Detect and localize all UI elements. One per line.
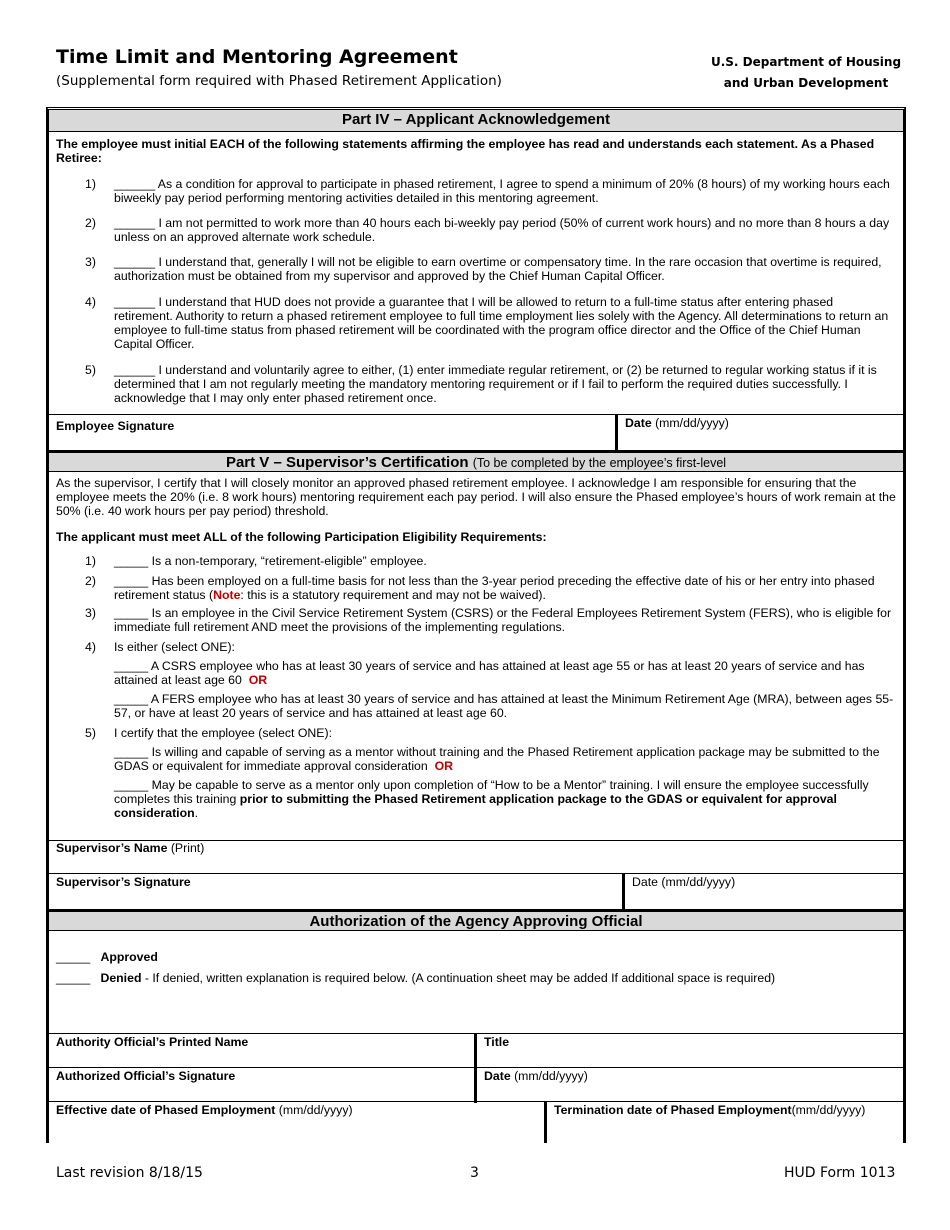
form-title: Time Limit and Mentoring Agreement — [56, 46, 458, 68]
termination-date-format: (mm/dd/yyyy) — [791, 1103, 866, 1117]
effective-date-field[interactable] — [56, 1103, 353, 1117]
divider — [544, 1101, 547, 1143]
date-format: (mm/dd/yyyy) — [655, 416, 729, 430]
item-number: 3) — [85, 606, 96, 620]
form-number: HUD Form 1013 — [784, 1165, 896, 1181]
department-name — [700, 52, 912, 94]
date-format: (mm/dd/yyyy) — [514, 1069, 588, 1083]
denied-explanation: - If denied, written explanation is required below. (A continuation sheet may be added If additional space is required) — [141, 971, 776, 985]
divider — [615, 414, 618, 450]
approved-blank: _____ — [56, 950, 91, 964]
item-number: 5) — [85, 363, 96, 377]
item-text: _____ A FERS employee who has at least 30 years of service and has attained at least the Minimum Retirement Age (MRA), between ages 55-57, or have at least 20 years of service and has attained at least age 60. — [114, 692, 894, 720]
item-text-part: _____ Is willing and capable of serving as a mentor without training and the Phased Retirement application package may be submitted to the GDAS or equivalent for immediate approval consideration — [114, 745, 880, 773]
divider — [49, 1101, 903, 1102]
authorization-title: Authorization of the Agency Approving Official — [309, 913, 643, 930]
item-text-part: . — [194, 806, 199, 820]
requirements-heading: The applicant must meet ALL of the following Participation Eligibility Requirements: — [56, 530, 547, 544]
item-text: Is either (select ONE): — [114, 640, 235, 654]
official-name-field[interactable]: Authority Official’s Printed Name — [56, 1035, 249, 1049]
item-text-part: _____ A CSRS employee who has at least 30 years of service and has attained at least age 55 or has at least 20 years of service and has attained at least age 60 — [114, 659, 865, 687]
item-number: 3) — [85, 255, 96, 269]
item-number: 4) — [85, 640, 96, 654]
divider — [49, 873, 903, 874]
effective-date-label: Effective date of Phased Employment — [56, 1103, 276, 1117]
item-text: ______ I understand and voluntarily agree to either, (1) enter immediate regular retirement, or (2) be returned to regular working status if it is determined that I am not regularly meeting the mandatory mentoring requirement or if I fail to perform the required duties successfully. I acknowledge that I may only enter phased retirement once. — [114, 363, 877, 405]
item-text: ______ I understand that, generally I will not be eligible to earn overtime or compensatory time. In the rare occasion that overtime is required, authorization must be obtained from my supervisor and approved by the Chief Human Capital Officer. — [114, 255, 882, 283]
effective-date-format: (mm/dd/yyyy) — [278, 1103, 353, 1117]
item-number: 4) — [85, 295, 96, 309]
approved-label: Approved — [100, 950, 158, 964]
item-text: _____ Is a non-temporary, “retirement-eligible” employee. — [114, 554, 427, 568]
termination-date-field[interactable] — [554, 1103, 865, 1117]
part4-title: Part IV – Applicant Acknowledgement — [341, 111, 611, 128]
item-text-part: _____ Has been employed on a full-time basis for not less than the 3-year period preceding the effective date of his or her entry into phased retirement status ( — [114, 574, 875, 602]
item-text: ______ I am not permitted to work more than 40 hours each bi-weekly pay period (50% of current work hours) and no more than 8 hours a day unless on an approved alternate work schedule. — [114, 216, 890, 244]
form-body — [46, 107, 906, 1143]
item-text: ______ As a condition for approval to participate in phased retirement, I agree to spend a minimum of 20% (8 hours) of my working hours each biweekly pay period performing mentoring activities detailed in this mentoring agreement. — [114, 177, 890, 205]
part4-header — [49, 110, 903, 132]
supervisor-name-field[interactable] — [56, 841, 204, 855]
authorization-header — [49, 909, 903, 931]
page-number: 3 — [470, 1165, 479, 1181]
date-label: Date — [484, 1069, 511, 1083]
termination-date-label: Termination date of Phased Employment — [554, 1103, 792, 1117]
part5-intro: As the supervisor, I certify that I will closely monitor an approved phased retirement employee. I acknowledge I am responsible for ensuring that the employee meets the 20% (i.e. 8 work hours) mentoring requirement each pay period. I will also ensure the Phased employee’s hours of work remain at the 50% (i.e. 40 work hours per pay period) threshold. — [56, 476, 896, 518]
item-text: _____ Is an employee in the Civil Service Retirement System (CSRS) or the Federal Employees Retirement System (FERS), who is eligible for immediate full retirement AND meet the provisions of the implementing regulations. — [114, 606, 892, 634]
approved-option[interactable] — [56, 950, 158, 964]
item-text — [114, 778, 895, 820]
denied-option[interactable] — [56, 971, 775, 985]
item-text: ______ I understand that HUD does not provide a guarantee that I will be allowed to return to a full-time status after entering phased retirement. Authority to return a phased retirement employee to full time employment lies solely with the Agency. All determinations to return an employee to full-time status from phased retirement will be coordinated with the program office director and the Office of the Chief Human Capital Officer. — [114, 295, 889, 351]
date-label: Date — [625, 416, 652, 430]
supervisor-date-field[interactable]: Date (mm/dd/yyyy) — [632, 875, 736, 889]
supervisor-name-note: (Print) — [170, 841, 205, 855]
divider — [622, 873, 625, 909]
item-text-bold: prior to submitting the Phased Retirement application package to the GDAS or equivalent for approval consideration — [114, 792, 837, 820]
supervisor-signature-field[interactable]: Supervisor’s Signature — [56, 875, 191, 889]
official-title-field[interactable]: Title — [484, 1035, 510, 1049]
divider — [474, 1033, 477, 1103]
part5-title: Part V – Supervisor’s Certification — [225, 454, 469, 471]
item-text — [114, 745, 895, 773]
official-date-field[interactable] — [484, 1069, 588, 1083]
item-text-part: : this is a statutory requirement and may not be waived). — [240, 588, 546, 602]
item-number: 1) — [85, 177, 96, 191]
note-label: Note — [213, 588, 241, 602]
item-text-part: _____ May be capable to serve as a mentor only upon completion of “How to be a Mentor” training. I will ensure the employee successfully completes this training — [114, 778, 869, 806]
employee-signature-field[interactable]: Employee Signature — [56, 419, 175, 433]
or-label: OR — [248, 673, 268, 687]
part4-intro: The employee must initial EACH of the following statements affirming the employee has read and understands each statement. As a Phased Retiree: — [56, 137, 875, 165]
employee-date-field[interactable] — [625, 416, 729, 430]
item-text — [114, 659, 895, 687]
revision-date: Last revision 8/18/15 — [56, 1165, 203, 1181]
item-text — [114, 574, 895, 602]
divider — [49, 1067, 903, 1068]
denied-label: Denied — [100, 971, 142, 985]
form-subtitle: (Supplemental form required with Phased Retirement Application) — [56, 73, 502, 89]
item-number: 2) — [85, 216, 96, 230]
or-label: OR — [434, 759, 454, 773]
item-number: 2) — [85, 574, 96, 588]
item-text: I certify that the employee (select ONE): — [114, 726, 333, 740]
item-number: 1) — [85, 554, 96, 568]
part5-header — [49, 450, 903, 472]
department-line-1: U.S. Department of Housing — [710, 55, 902, 69]
department-line-2: and Urban Development — [723, 76, 889, 90]
part5-title-note: (To be completed by the employee’s first-level — [472, 456, 727, 470]
supervisor-name-label: Supervisor’s Name — [56, 841, 168, 855]
official-signature-field[interactable]: Authorized Official’s Signature — [56, 1069, 236, 1083]
divider — [49, 414, 903, 415]
item-number: 5) — [85, 726, 96, 740]
denied-blank: _____ — [56, 971, 91, 985]
